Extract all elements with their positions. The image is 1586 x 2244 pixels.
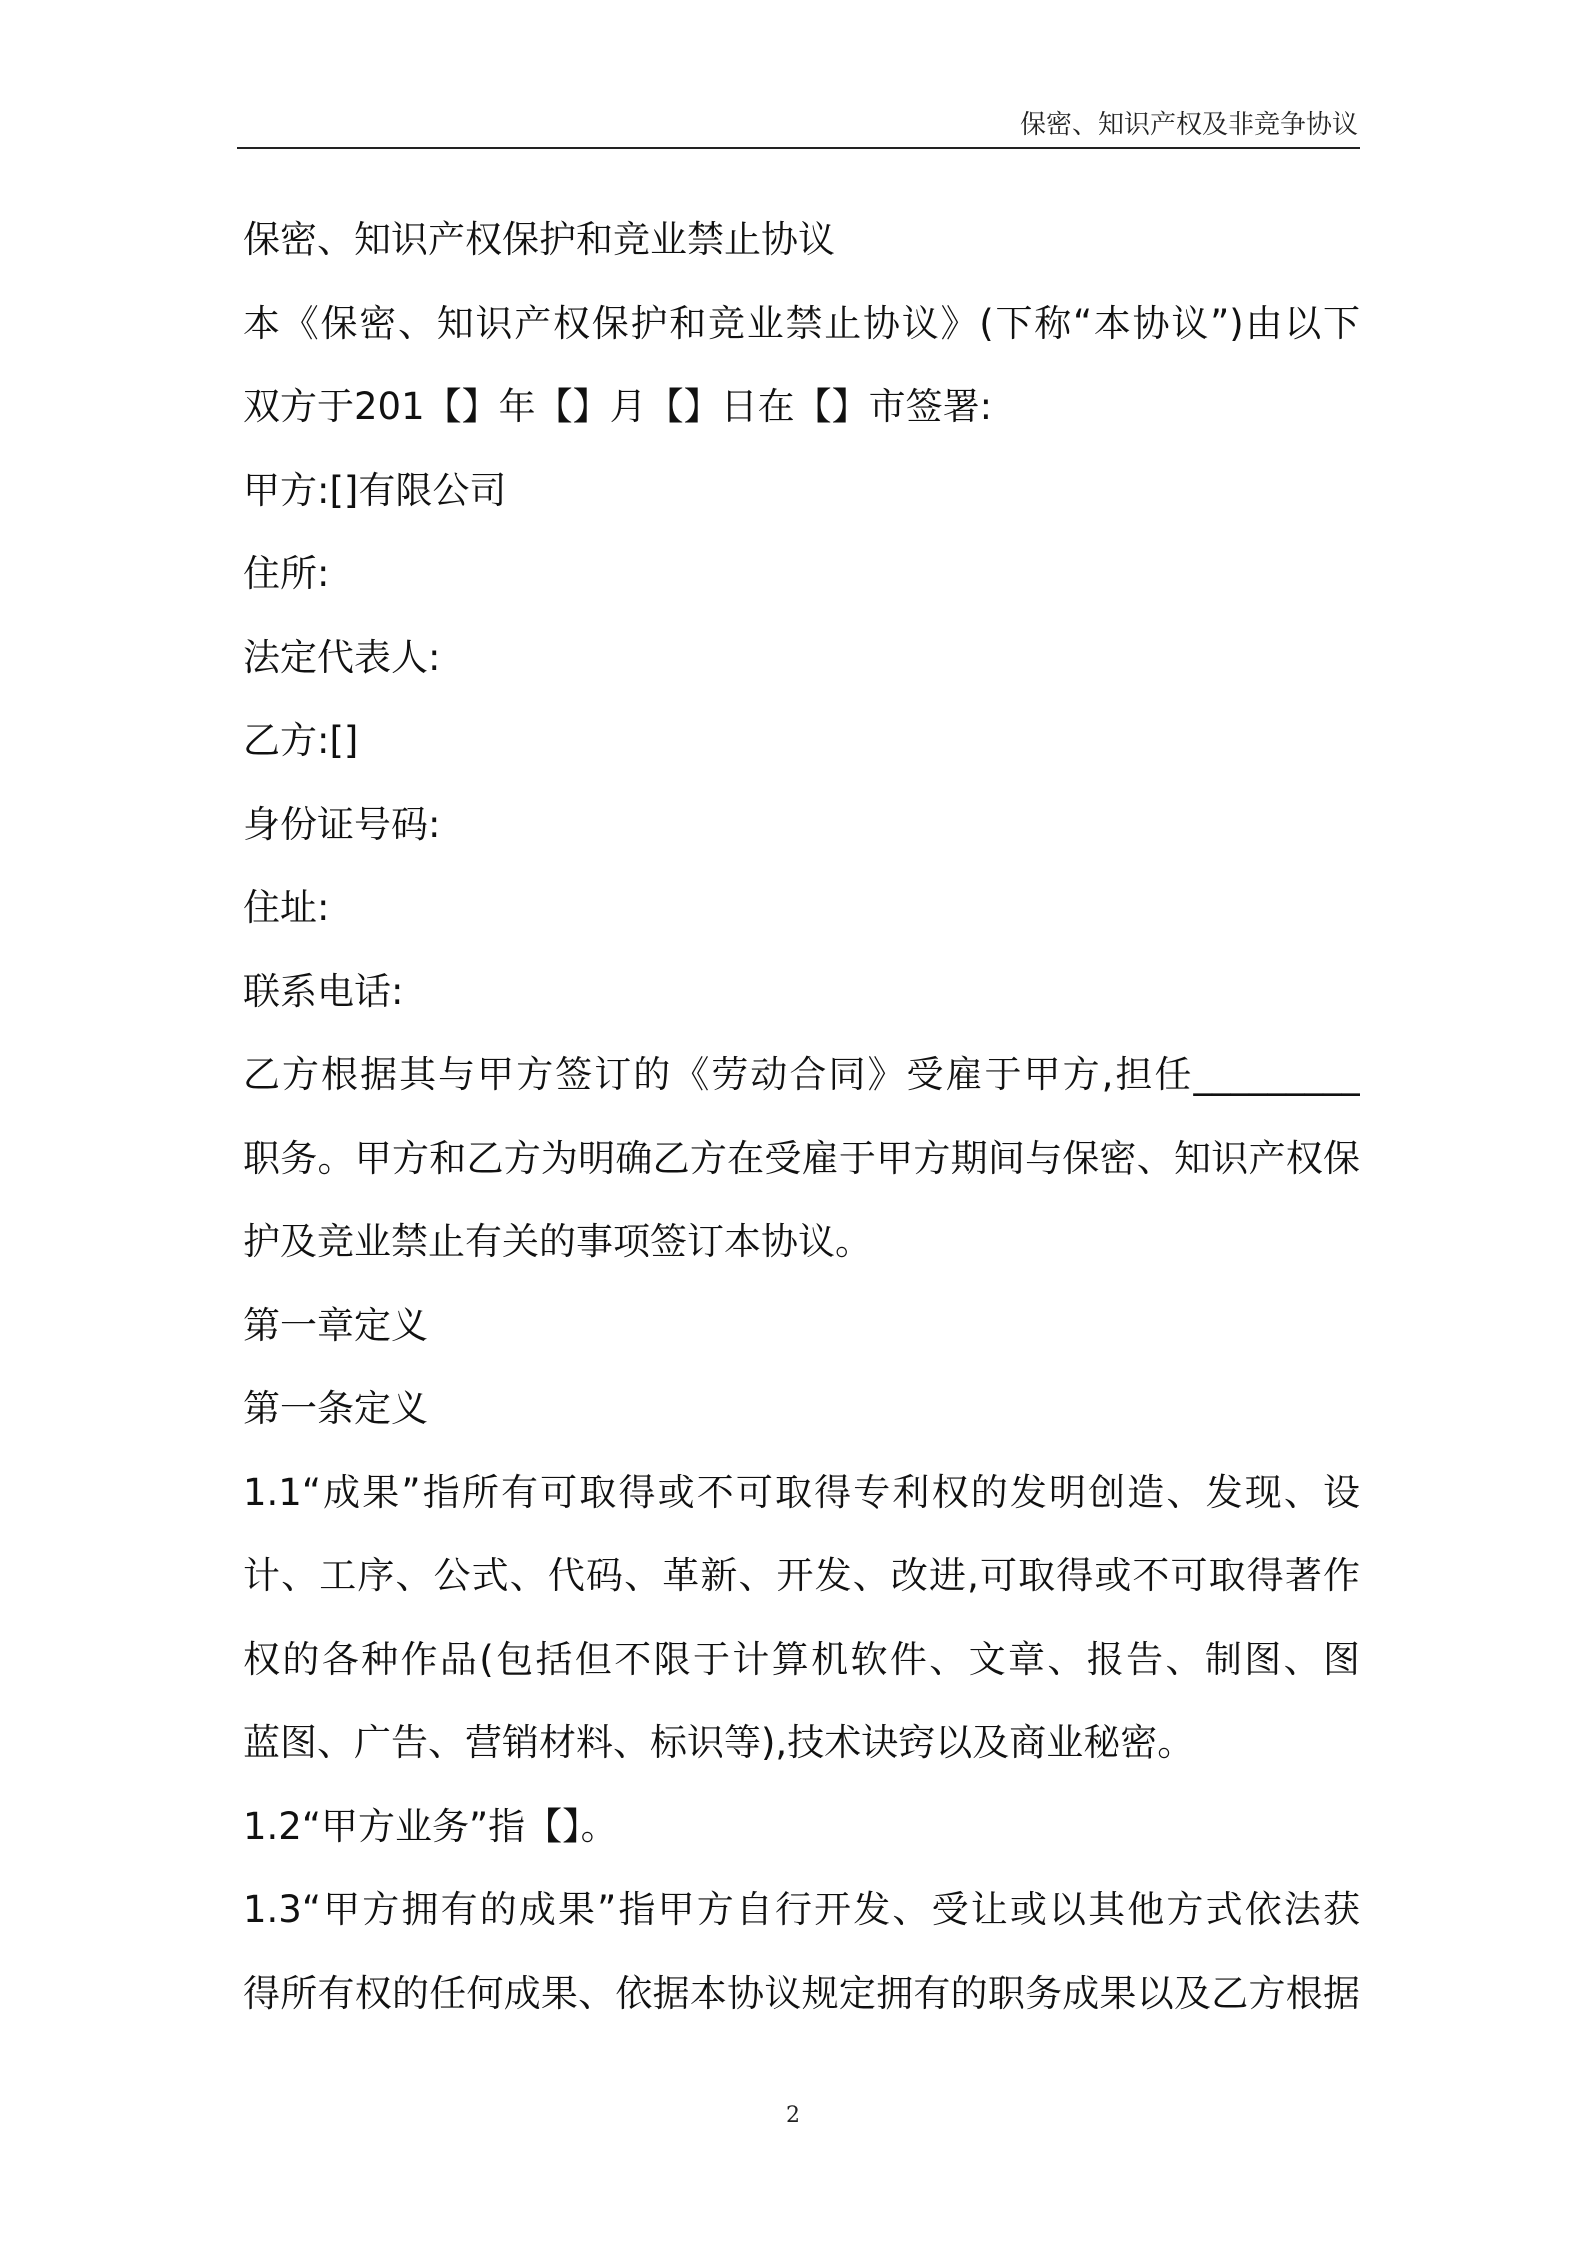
intro-line-2: 双方于201【】年【】月【】日在【】市签署: bbox=[243, 385, 993, 428]
clause-1-1-line-4: 蓝图、广告、营销材料、标识等),技术诀窍以及商业秘密。 bbox=[243, 1721, 1195, 1764]
party-b-address: 住址: bbox=[243, 886, 330, 929]
article-heading: 第一条定义 bbox=[243, 1387, 428, 1430]
party-a-legal-representative: 法定代表人: bbox=[243, 635, 441, 679]
body-text bbox=[243, 198, 1360, 2035]
clause-1-3-line-1: 1.3“甲方拥有的成果”指甲方自行开发、受让或以其他方式依法获 bbox=[243, 1888, 1360, 1931]
recital-line-3: 护及竞业禁止有关的事项签订本协议。 bbox=[243, 1220, 872, 1263]
page-number: 2 bbox=[786, 2103, 800, 2128]
intro-line-1: 本《保密、知识产权保护和竞业禁止协议》(下称“本协议”)由以下 bbox=[243, 301, 1360, 345]
party-a-address: 住所: bbox=[243, 552, 330, 595]
party-a-name: 甲方:[]有限公司 bbox=[243, 468, 507, 512]
header-rule bbox=[237, 147, 1360, 149]
running-header: 保密、知识产权及非竞争协议 bbox=[1019, 110, 1358, 140]
clause-1-1-line-1: 1.1“成果”指所有可取得或不可取得专利权的发明创造、发现、设 bbox=[243, 1470, 1360, 1514]
chapter-heading: 第一章定义 bbox=[243, 1303, 428, 1347]
agreement-title: 保密、知识产权保护和竞业禁止协议 bbox=[243, 218, 835, 261]
recital-line-1: 乙方根据其与甲方签订的《劳动合同》受雇于甲方,担任_________ bbox=[243, 1053, 1360, 1096]
party-b-phone: 联系电话: bbox=[243, 969, 404, 1013]
party-b-id-number: 身份证号码: bbox=[243, 802, 441, 846]
recital-line-2: 职务。甲方和乙方为明确乙方在受雇于甲方期间与保密、知识产权保 bbox=[243, 1136, 1360, 1180]
clause-1-1-line-3: 权的各种作品(包括但不限于计算机软件、文章、报告、制图、图 bbox=[243, 1637, 1360, 1681]
clause-1-2: 1.2“甲方业务”指【】。 bbox=[243, 1804, 618, 1848]
clause-1-1-line-2: 计、工序、公式、代码、革新、开发、改进,可取得或不可取得著作 bbox=[243, 1554, 1360, 1597]
party-b-name: 乙方:[] bbox=[243, 719, 359, 762]
clause-1-3-line-2: 得所有权的任何成果、依据本协议规定拥有的职务成果以及乙方根据 bbox=[243, 1971, 1360, 2015]
